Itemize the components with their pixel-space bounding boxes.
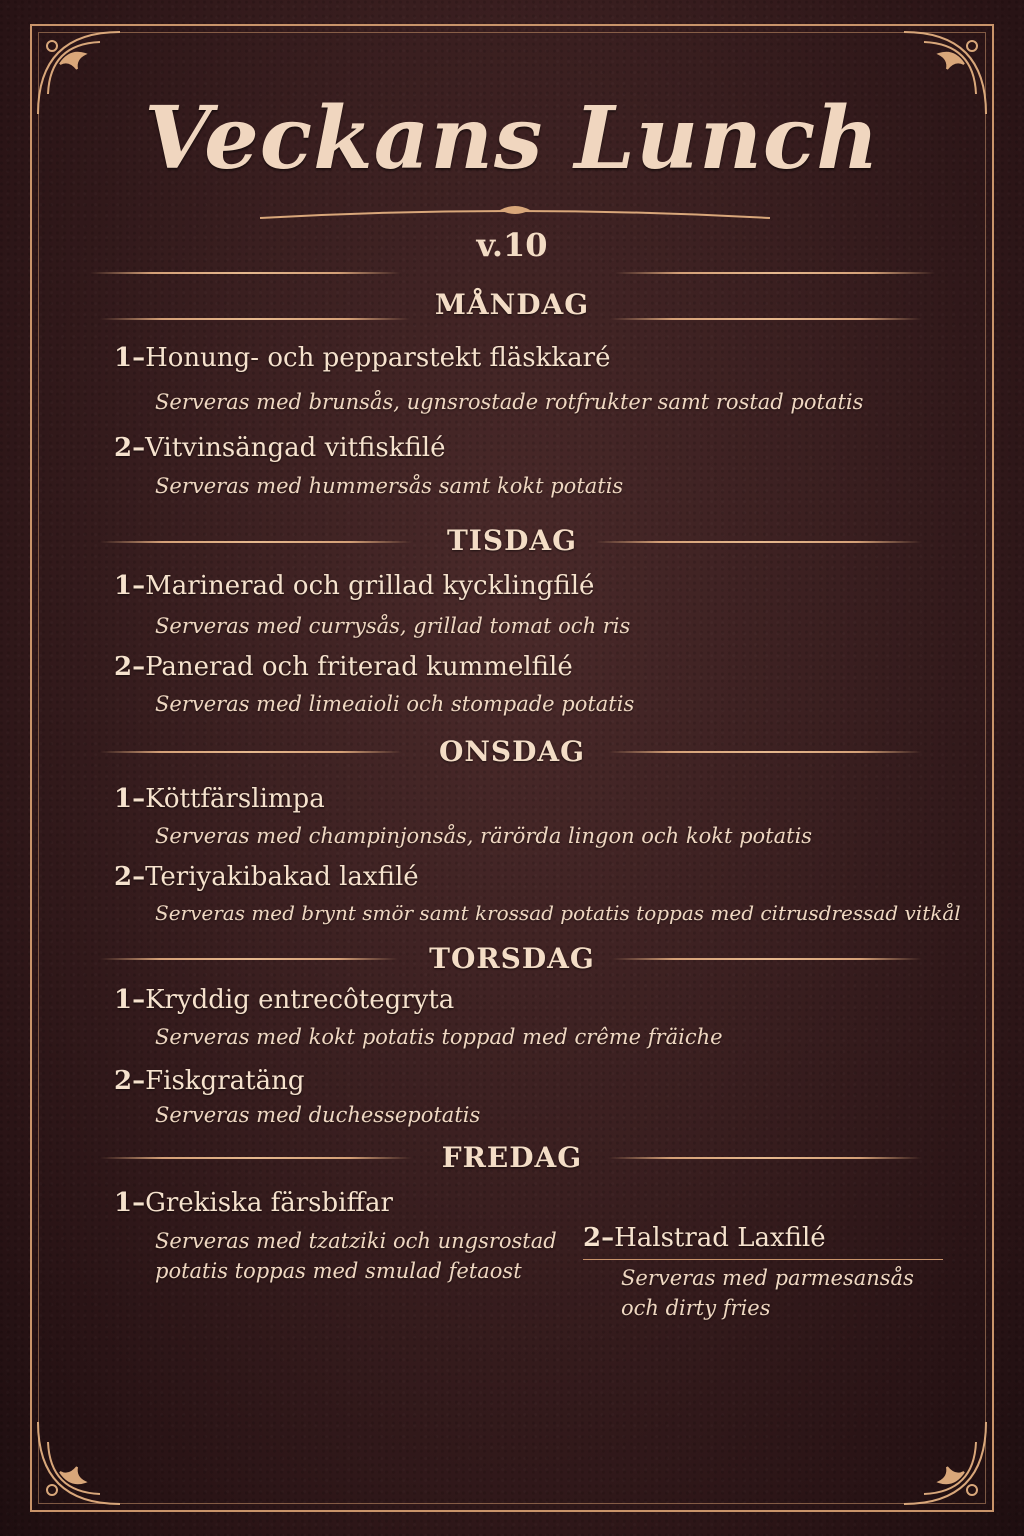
day-heading-fredag bbox=[0, 1141, 1024, 1174]
dish-description: Serveras med brunsås, ugnsrostade rotfrukter samt rostad potatis bbox=[155, 390, 864, 414]
dish-name: Vitvinsängad vitfiskfilé bbox=[145, 433, 446, 463]
dish-number: 2– bbox=[114, 1066, 146, 1096]
dish-description: Serveras med brynt smör samt krossad potatis toppas med citrusdressad vitkål bbox=[155, 901, 961, 925]
dish-name: Panerad och friterad kummelfilé bbox=[145, 652, 573, 682]
dish-number: 1– bbox=[114, 343, 146, 373]
description-line: och dirty fries bbox=[621, 1296, 771, 1320]
day-label: MÅNDAG bbox=[434, 288, 590, 321]
dish-description: Serveras med currysås, grillad tomat och ris bbox=[155, 614, 631, 638]
dish-name: Grekiska färsbiffar bbox=[145, 1188, 393, 1218]
corner-ornament-icon bbox=[30, 1412, 130, 1512]
dish-number: 2– bbox=[114, 862, 146, 892]
day-label: ONSDAG bbox=[438, 735, 586, 768]
dish-item bbox=[114, 1188, 393, 1218]
dish-item bbox=[583, 1223, 826, 1253]
dish-item bbox=[114, 652, 573, 682]
dish-name: Teriyakibakad laxfilé bbox=[145, 862, 419, 892]
dish-number: 2– bbox=[114, 433, 146, 463]
dish-name: Halstrad Laxfilé bbox=[614, 1223, 826, 1253]
title-divider-icon bbox=[260, 200, 770, 224]
day-label: FREDAG bbox=[441, 1141, 583, 1174]
dish-item bbox=[114, 784, 325, 814]
divider bbox=[583, 1259, 943, 1260]
corner-ornament-icon bbox=[894, 1412, 994, 1512]
dish-name: Fiskgratäng bbox=[145, 1066, 305, 1096]
divider bbox=[615, 272, 935, 274]
day-label: TISDAG bbox=[446, 524, 578, 557]
dish-number: 1– bbox=[114, 985, 146, 1015]
day-label: TORSDAG bbox=[429, 942, 595, 975]
dish-item bbox=[114, 1066, 304, 1096]
dish-description: Serveras med champinjonsås, rärörda lingon och kokt potatis bbox=[155, 824, 813, 848]
week-number: v.10 bbox=[476, 226, 548, 264]
dish-number: 1– bbox=[114, 784, 146, 814]
dish-description: Serveras med kokt potatis toppad med crême fräiche bbox=[155, 1025, 723, 1049]
day-heading-tisdag bbox=[0, 524, 1024, 557]
dish-item bbox=[114, 862, 419, 892]
dish-description bbox=[621, 1263, 914, 1323]
dish-item bbox=[114, 985, 454, 1015]
day-heading-onsdag bbox=[0, 735, 1024, 768]
dish-number: 1– bbox=[114, 1188, 146, 1218]
dish-description bbox=[155, 1226, 557, 1286]
dish-item bbox=[114, 571, 594, 601]
day-heading-mandag bbox=[0, 288, 1024, 321]
description-line: Serveras med tzatziki och ungsrostad bbox=[155, 1229, 557, 1253]
day-heading-torsdag bbox=[0, 942, 1024, 975]
dish-item bbox=[114, 433, 446, 463]
divider bbox=[90, 272, 400, 274]
dish-number: 2– bbox=[583, 1223, 615, 1253]
dish-name: Marinerad och grillad kycklingfilé bbox=[145, 571, 595, 601]
dish-number: 2– bbox=[114, 652, 146, 682]
dish-description: Serveras med hummersås samt kokt potatis bbox=[155, 474, 624, 498]
description-line: potatis toppas med smulad fetaost bbox=[155, 1259, 522, 1283]
dish-item bbox=[114, 343, 610, 373]
dish-description: Serveras med duchessepotatis bbox=[155, 1103, 481, 1127]
dish-name: Köttfärslimpa bbox=[145, 784, 325, 814]
page-title: Veckans Lunch bbox=[144, 88, 880, 189]
description-line: Serveras med parmesansås bbox=[621, 1266, 914, 1290]
dish-name: Kryddig entrecôtegryta bbox=[145, 985, 455, 1015]
dish-name: Honung- och pepparstekt fläskkaré bbox=[145, 343, 611, 373]
dish-number: 1– bbox=[114, 571, 146, 601]
dish-description: Serveras med limeaioli och stompade potatis bbox=[155, 692, 635, 716]
